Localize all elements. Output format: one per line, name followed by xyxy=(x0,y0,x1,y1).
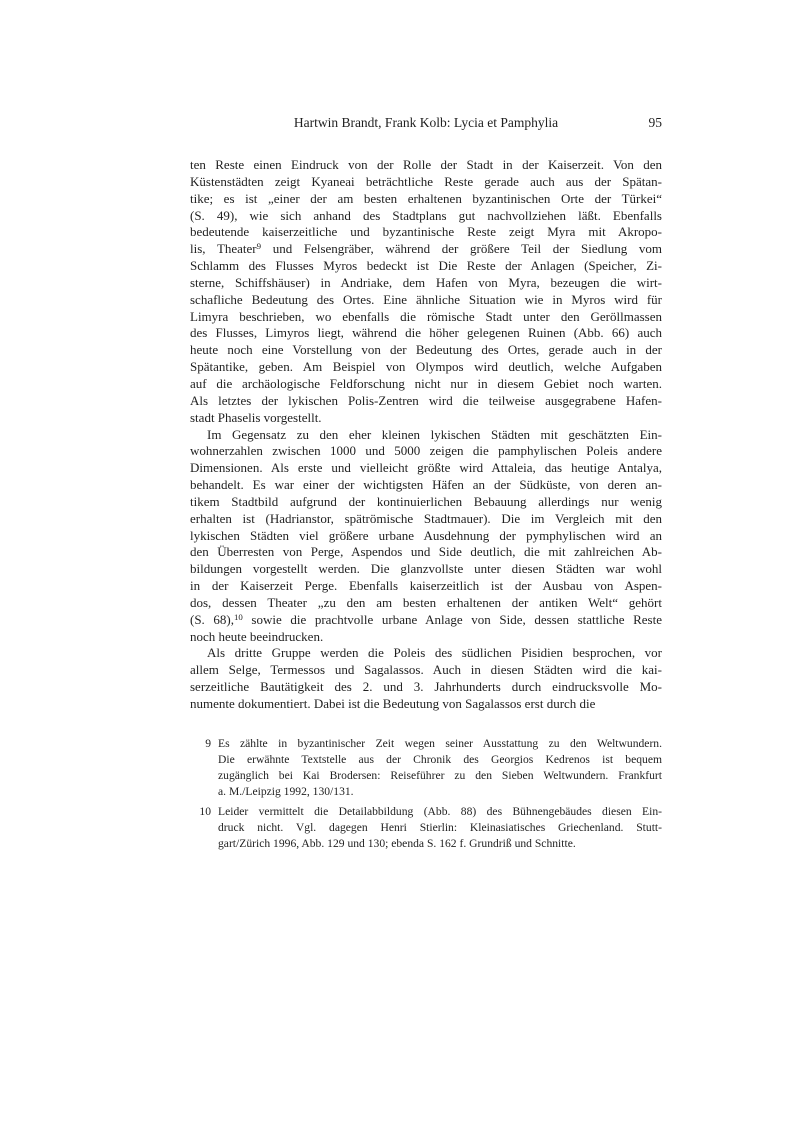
text-line: Als letztes der lykischen Polis-Zentren wird die teilweise ausgegrabene Hafen- xyxy=(190,392,662,408)
text-line: allem Selge, Termessos und Sagalassos. Auch in diesen Städten wird die kai- xyxy=(190,662,662,678)
running-header xyxy=(190,115,662,131)
text-line: gart/Zürich 1996, Abb. 129 und 130; ebenda S. 162 f. Grundriß und Schnitte. xyxy=(218,837,576,851)
footnote-ref-9: 9 xyxy=(256,241,262,252)
text-column xyxy=(190,115,662,852)
text-line: noch heute beeindrucken. xyxy=(190,628,324,644)
text-line: heute noch eine Vorstellung von der Bedeutung des Ortes, gerade auch in der xyxy=(190,342,662,358)
text-line: Leider vermittelt die Detailabbildung (Abb. 88) des Bühnengebäudes diesen Ein- xyxy=(218,804,662,818)
text-line: wohnerzahlen zwischen 1000 und 5000 zeigen die pamphylischen Poleis andere xyxy=(190,443,662,459)
main-text xyxy=(190,157,662,713)
text-line: behandelt. Es war einer der wichtigsten Häfen an der Südküste, von deren an- xyxy=(190,477,662,493)
footnotes xyxy=(190,736,662,852)
text-line: bedeutende kaiserzeitliche und byzantinische Reste zeigt Myra mit Akropo- xyxy=(190,224,662,240)
text-line: (S. 68),$^{10}$ sowie die prachtvolle urbane Anlage von Side, dessen stattliche Reste xyxy=(190,611,663,627)
text-line: Dimensionen. Als erste und vielleicht größte wird Attaleia, das heutige Antalya, xyxy=(190,460,662,476)
text-line: erhalten ist (Hadrianstor, spätrömische Stadtmauer). Die im Vergleich mit den xyxy=(190,510,662,526)
footnote-number: 9 xyxy=(205,736,211,750)
text-line: auf die archäologische Feldforschung nicht nur in diesem Gebiet noch warten. xyxy=(190,375,662,391)
text-line: Spätantike, geben. Am Beispiel von Olympos wird deutlich, welche Aufgaben xyxy=(190,359,662,375)
text-line: bildungen vorgestellt werden. Die glanzvollste unter diesen Städten war wohl xyxy=(190,561,662,577)
text-line: lis, Theater$^9$ und Felsengräber, während der größere Teil der Siedlung vom xyxy=(190,241,662,257)
footnote-10 xyxy=(190,804,662,853)
text-line: ten Reste einen Eindruck von der Rolle der Stadt in der Kaiserzeit. Von den xyxy=(190,157,662,172)
text-line: numente dokumentiert. Dabei ist die Bedeutung von Sagalassos erst durch die xyxy=(190,696,596,711)
text-line: tikem Stadtbild aufgrund der kontinuierlichen Bebauung allerdings nur wenig xyxy=(190,493,662,509)
text-line: in der Kaiserzeit Perge. Ebenfalls kaiserzeitlich ist der Ausbau von Aspen- xyxy=(190,578,662,594)
running-head-title: Hartwin Brandt, Frank Kolb: Lycia et Pamphylia xyxy=(293,115,559,130)
text-line: zugänglich bei Kai Brodersen: Reiseführer zu den Sieben Weltwundern. Frankfurt xyxy=(218,769,662,783)
text-line: lykischen Städten viel größere urbane Ausdehnung der pymphylischen wird an xyxy=(190,527,662,543)
footnote-number: 10 xyxy=(199,804,211,818)
text-line: den Überresten von Perge, Aspendos und Side deutlich, die mit zahlreichen Ab- xyxy=(190,544,662,560)
text-line: (S. 49), wie sich anhand des Stadtplans gut nachvollziehen läßt. Ebenfalls xyxy=(190,207,662,223)
text-line: Es zählte in byzantinischer Zeit wegen seiner Ausstattung zu den Weltwundern. xyxy=(218,736,662,750)
text-line: tike; es ist „einer der am besten erhaltenen byzantinischen Orte der Türkei“ xyxy=(190,190,662,206)
text-line: Im Gegensatz zu den eher kleinen lykischen Städten mit geschätzten Ein- xyxy=(207,426,662,442)
page-number: 95 xyxy=(648,115,662,130)
text-line: druck nicht. Vgl. dagegen Henri Stierlin: Kleinasiatisches Griechenland. Stutt- xyxy=(218,820,662,834)
text-line: dos, dessen Theater „zu den am besten erhaltenen der antiken Welt“ gehört xyxy=(190,594,662,610)
text-line: schafliche Bedeutung des Ortes. Eine ähnliche Situation wie in Myros wird für xyxy=(190,291,662,307)
text-line: sterne, Schiffshäuser) in Andriake, dem Hafen von Myra, bezeugen die wirt- xyxy=(190,274,662,290)
footnote-ref-10: 10 xyxy=(234,611,243,622)
footnote-9 xyxy=(190,736,662,801)
text-line: stadt Phaselis vorgestellt. xyxy=(190,409,322,425)
text-line: Schlamm des Flusses Myros bedeckt ist Die Reste der Anlagen (Speicher, Zi- xyxy=(190,258,662,274)
footnote-text xyxy=(218,736,662,801)
text-line: Als dritte Gruppe werden die Poleis des südlichen Pisidien besprochen, vor xyxy=(207,645,662,661)
text-line: des Flusses, Limyros liegt, während die höher gelegenen Ruinen (Abb. 66) auch xyxy=(190,325,662,341)
text-line: a. M./Leipzig 1992, 130/131. xyxy=(218,785,354,799)
text-line: serzeitliche Bautätigkeit des 2. und 3. Jahrhunderts durch eindrucksvolle Mo- xyxy=(190,679,662,695)
text-line: Limyra beschrieben, wo ebenfalls die römische Stadt unter den Geröllmassen xyxy=(190,308,662,324)
text-line: Küstenstädten zeigt Kyaneai beträchtliche Reste gerade auch aus der Spätan- xyxy=(190,173,662,189)
footnote-text xyxy=(218,804,662,853)
text-line: Die erwähnte Textstelle aus der Chronik des Georgios Kedrenos ist bequem xyxy=(218,753,662,767)
